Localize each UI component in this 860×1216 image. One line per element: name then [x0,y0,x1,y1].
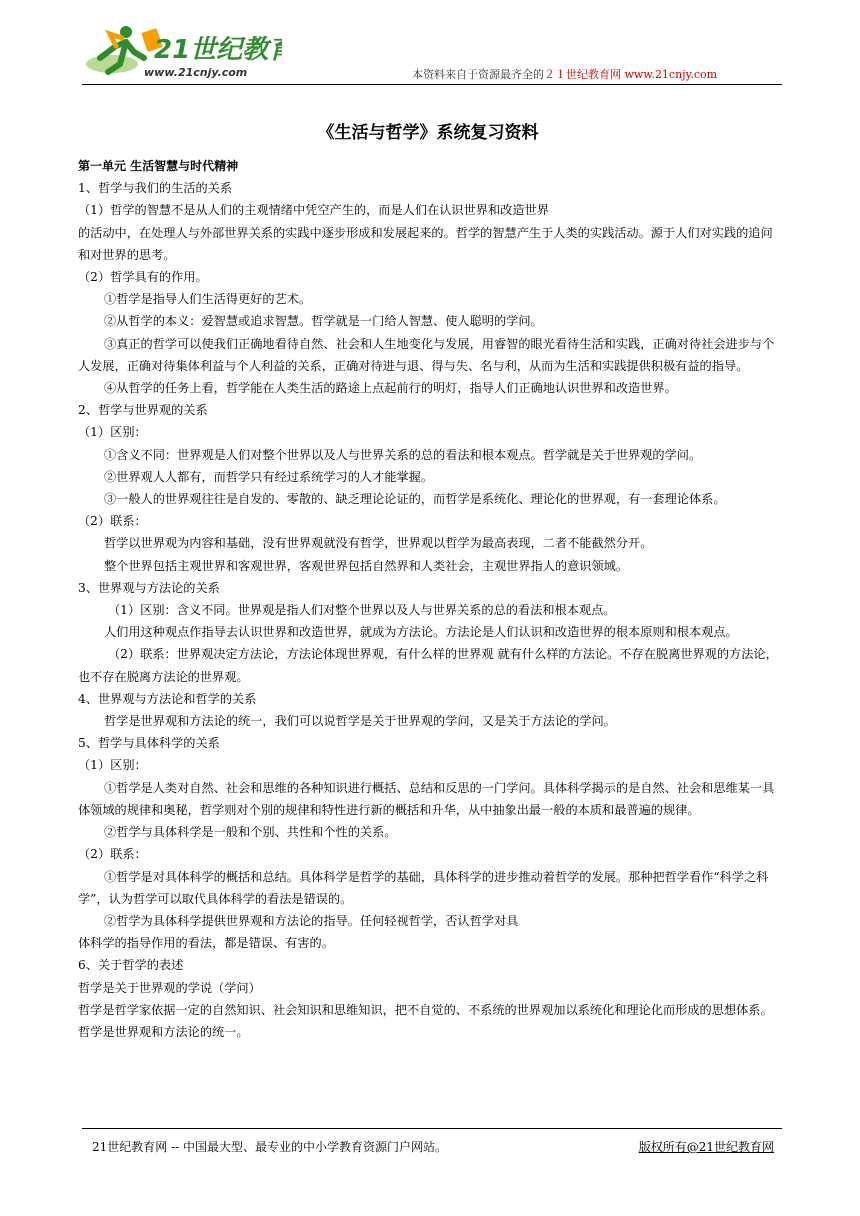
logo-url-text: www.21cnjy.com [144,66,248,79]
paragraph-line: 哲学是世界观和方法论的统一，我们可以说哲学是关于世界观的学问，又是关于方法论的学问。 [104,714,616,729]
source-site-link[interactable]: www.21cnjy.com [624,68,718,81]
source-prefix: 本资料来自于资源最齐全的 [412,68,544,81]
header-divider [82,84,782,85]
source-line [412,66,717,82]
paragraph-line: 哲学是哲学家依据一定的自然知识、社会知识和思维知识，把不自觉的、不系统的世界观加以系统化和理论化而形成的思想体系。 [78,1002,773,1017]
copyright-link[interactable]: 版权所有@21世纪教育网 [638,1140,774,1154]
paragraph-line: 哲学以世界观为内容和基础，没有世界观就没有哲学，世界观以哲学为最高表现，二者不能截然分开。 [104,536,653,551]
source-brand: ２１世纪教育网 [544,68,621,81]
list-item: ②哲学为具体科学提供世界观和方法论的指导。任何轻视哲学，否认哲学对具 [104,913,519,928]
list-item: ③一般人的世界观往往是自发的、零散的、缺乏理论论证的，而哲学是系统化、理论化的世界观，有一套理论体系。 [104,492,726,507]
list-item: ②从哲学的本义：爱智慧或追求智慧。哲学就是一门给人智慧、使人聪明的学问。 [104,314,543,329]
paragraph-line: （1）区别：含义不同。世界观是指人们对整个世界以及人与世界关系的总的看法和根本观点。 [108,603,616,618]
paragraph-line: （1）哲学的智慧不是从人们的主观情绪中凭空产生的，而是人们在认识世界和改造世界 [78,203,549,218]
list-item: ②世界观人人都有，而哲学只有经过系统学习的人才能掌握。 [104,469,434,484]
paragraph-line: 人们用这种观点作指导去认识世界和改造世界，就成为方法论。方法论是人们认识和改造世界的根本原则和根本观点。 [104,625,738,640]
paragraph-line: 的活动中，在处理人与外部世界关系的实践中逐步形成和发展起来的。哲学的智慧产生于人类的实践活动。源于人们对实践的追问和对世界的思考。 [78,225,773,262]
runner-logo-icon [82,18,282,84]
subsection-heading: （1）区别： [78,425,147,440]
footer-text: 21世纪教育网 -- 中国最大型、最专业的中小学教育资源门户网站。 [92,1140,448,1154]
paragraph-line: 哲学是关于世界观的学说（学问） [78,980,261,995]
footer-divider [82,1128,782,1129]
document-title: 《生活与哲学》系统复习资料 [317,123,539,143]
document-body [78,118,778,1043]
paragraph-line: （2）联系：世界观决定方法论，方法论体现世界观，有什么样的世界观 就有什么样的方法论。不存在脱离世界观的方法论，也不存在脱离方法论的世界观。 [78,647,778,684]
list-item: ②哲学与具体科学是一般和个别、共性和个性的关系。 [104,825,397,840]
list-item: ③真正的哲学可以使我们正确地看待自然、社会和人生地变化与发展，用睿智的眼光看待生活和实践，正确对待社会进步与个人发展，正确对待集体利益与个人利益的关系，正确对待进与退、得与失、名与利，从而为生活和实践提供积极有益的指导。 [78,336,775,373]
section-heading: 2、哲学与世界观的关系 [78,403,208,418]
section-heading: 6、关于哲学的表述 [78,958,184,973]
list-item: ①含义不同：世界观是人们对整个世界以及人与世界关系的总的看法和根本观点。哲学就是关于世界观的学问。 [104,447,702,462]
paragraph-line: 体科学的指导作用的看法，都是错误、有害的。 [78,936,334,951]
paragraph-line: 整个世界包括主观世界和客观世界，客观世界包括自然界和人类社会，主观世界指人的意识领域。 [104,558,629,573]
logo [82,18,282,84]
list-item: ①哲学是指导人们生活得更好的艺术。 [104,292,312,307]
logo-brand-text: 21世纪教育 [154,35,282,65]
section-heading: 5、哲学与具体科学的关系 [78,736,220,751]
unit-heading: 第一单元 生活智慧与时代精神 [78,159,239,173]
section-heading: 3、世界观与方法论的关系 [78,580,220,595]
subsection-heading: （2）联系： [78,847,147,862]
section-heading: 4、世界观与方法论和哲学的关系 [78,691,257,706]
list-item: ④从哲学的任务上看，哲学能在人类生活的路途上点起前行的明灯，指导人们正确地认识世界和改造世界。 [104,381,677,396]
subsection-heading: （2）哲学具有的作用。 [78,270,208,285]
page-header [0,0,860,90]
subsection-heading: （2）联系： [78,514,147,529]
section-heading: 1、哲学与我们的生活的关系 [78,181,233,196]
paragraph-line: 哲学是世界观和方法论的统一。 [78,1024,249,1039]
list-item: ①哲学是人类对自然、社会和思维的各种知识进行概括、总结和反思的一门学问。具体科学揭示的是自然、社会和思维某一具体领域的规律和奥秘，哲学则对个别的规律和特性进行新的概括和升华，从中抽象出最一般的本质和最普遍的规律。 [78,780,775,817]
list-item: ①哲学是对具体科学的概括和总结。具体科学是哲学的基础，具体科学的进步推动着哲学的发展。那种把哲学看作“科学之科学”，认为哲学可以取代具体科学的看法是错误的。 [78,869,769,906]
subsection-heading: （1）区别： [78,758,147,773]
